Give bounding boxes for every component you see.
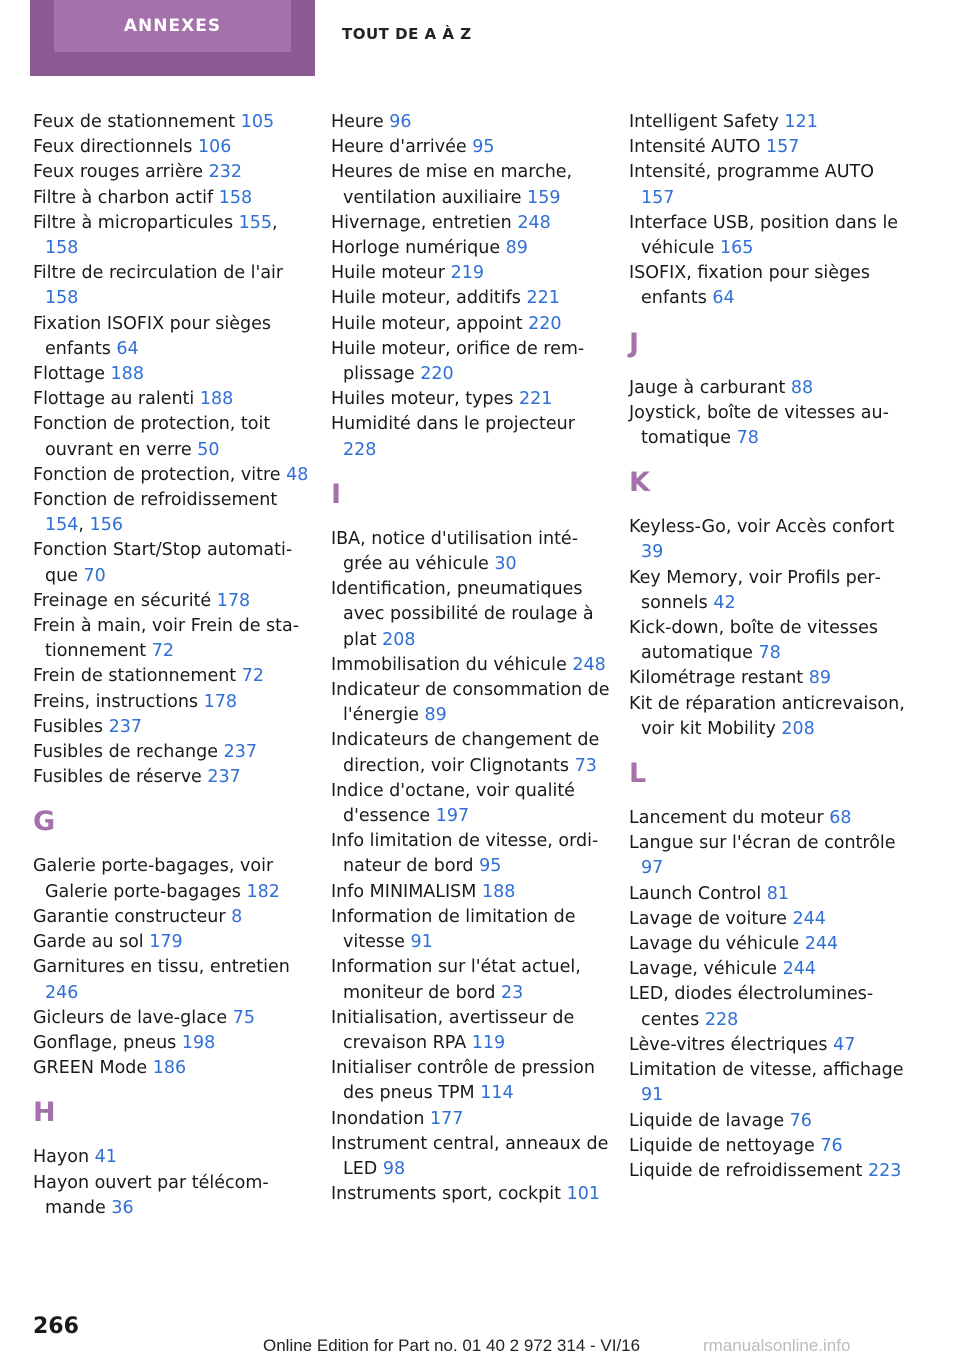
index-entry-text: Info limitation de vitesse, ordinateur de bord <box>331 831 599 877</box>
index-entry-text: Heure d'arrivée <box>331 137 467 158</box>
index-entry-text: Information de limitation de vitesse <box>331 906 576 953</box>
index-entry <box>331 261 611 286</box>
index-letter-heading: L <box>629 758 647 790</box>
index-entry-text: Flottage <box>33 364 105 385</box>
index-entry <box>33 955 313 1005</box>
index-entry <box>33 160 313 185</box>
index-entry-text: Fusibles de rechange <box>33 742 219 763</box>
index-entry-text: Kick-down, boîte de vitesses automatique <box>629 618 879 664</box>
index-entry-text: Huile moteur <box>331 263 445 284</box>
page-reference-link[interactable]: 248 <box>517 212 551 233</box>
index-entry-text: Garantie constructeur <box>33 906 226 927</box>
page-reference-link[interactable]: 157 <box>641 187 675 208</box>
index-entry-text: Initialiser contrôle de pression des pneus TPM <box>331 1058 595 1104</box>
page-reference-link[interactable]: 156 <box>89 515 123 536</box>
index-letter-heading: G <box>33 806 56 838</box>
page-reference-link[interactable]: 23 <box>501 982 524 1003</box>
index-entry-text: Indicateur de consommation de l'énergie <box>331 680 610 726</box>
index-entry <box>33 135 313 160</box>
page-reference-link[interactable]: 188 <box>481 881 516 902</box>
index-entry-text: Filtre à microparticules <box>33 212 234 233</box>
index-entry <box>331 779 611 829</box>
index-entry-text: Info MINIMALISM <box>331 881 477 902</box>
index-entry <box>331 412 611 462</box>
index-entry-text: Gicleurs de lave-glace <box>33 1007 228 1028</box>
index-entry <box>33 930 313 955</box>
index-entry-text: Flottage au ralenti <box>33 389 195 410</box>
page-reference-link[interactable]: 157 <box>765 137 800 158</box>
index-entry-text: Huile moteur, additifs <box>331 288 521 309</box>
page-reference-link[interactable]: 114 <box>480 1083 514 1104</box>
section-tab-label: ANNEXES <box>54 0 291 52</box>
index-entry-text: Indice d'octane, voir qualité d'essence <box>331 780 575 827</box>
page-reference-link[interactable]: 221 <box>526 288 560 309</box>
index-entry-text: Jauge à carburant <box>629 377 786 398</box>
index-entry <box>629 982 909 1032</box>
index-entry-text: Gonflage, pneus <box>33 1032 177 1053</box>
index-entry <box>33 261 313 311</box>
page-reference-link[interactable]: 223 <box>867 1160 902 1181</box>
page-reference-link[interactable]: 198 <box>181 1032 216 1053</box>
index-entry-text: Information sur l'état actuel, moniteur de bord <box>331 957 581 1003</box>
index-entry <box>33 905 313 930</box>
index-entry-text: Keyless-Go, voir Accès confort <box>629 517 895 538</box>
page-reference-link[interactable]: 219 <box>450 263 484 284</box>
index-entry <box>33 765 313 790</box>
index-entry-text: Fonction de refroidissement <box>33 490 278 511</box>
index-entry <box>629 1134 909 1159</box>
index-entry-text: Identification, pneumatiques avec possibilité de roulage à plat <box>331 579 594 650</box>
index-entry-text: ISOFIX, fixation pour sièges enfants <box>629 263 870 309</box>
page-reference-link[interactable]: 228 <box>704 1009 739 1030</box>
page-reference-link[interactable]: 177 <box>429 1108 464 1129</box>
index-entry <box>629 957 909 982</box>
watermark: rmanualsonline.info <box>703 1336 851 1355</box>
index-entry <box>33 1145 313 1170</box>
index-entry <box>629 376 909 401</box>
page-reference-link[interactable]: 179 <box>149 932 183 953</box>
index-entry-text: Hivernage, entretien <box>331 212 512 233</box>
index-column-1 <box>33 110 313 1221</box>
page-reference-link[interactable]: 248 <box>572 654 606 675</box>
index-entry <box>331 678 611 728</box>
index-entry-text: Fixation ISOFIX pour sièges enfants <box>33 313 272 359</box>
page-reference-link[interactable]: 237 <box>108 716 143 737</box>
index-letter-heading: J <box>629 327 640 359</box>
index-entry-text: Instruments sport, cockpit <box>331 1184 561 1205</box>
page-reference-link[interactable]: 186 <box>152 1058 187 1079</box>
page-reference-link[interactable]: 106 <box>198 137 232 158</box>
index-entry <box>629 616 909 666</box>
page-reference-link[interactable]: 30 <box>494 554 517 575</box>
index-entry <box>331 236 611 261</box>
index-entry-text: Garde au sol <box>33 932 144 953</box>
index-entry <box>331 337 611 387</box>
index-entry <box>33 715 313 740</box>
page-reference-link[interactable]: 208 <box>781 718 815 739</box>
index-entry <box>331 1182 611 1207</box>
page-reference-link[interactable]: 96 <box>389 112 412 132</box>
page-reference-link[interactable]: 228 <box>343 439 377 460</box>
page-reference-link[interactable]: 98 <box>382 1158 406 1179</box>
page-reference-link[interactable]: 36 <box>111 1197 134 1218</box>
index-entry-text: Liquide de refroidissement <box>629 1160 863 1181</box>
index-entry <box>33 110 313 135</box>
page-reference-link[interactable]: 70 <box>83 565 106 586</box>
index-entry-text: LED, diodes électroluminescentes <box>629 984 874 1030</box>
index-entry-text: Intelligent Safety <box>629 112 779 132</box>
index-entry <box>629 135 909 160</box>
page-reference-link[interactable]: 158 <box>45 238 79 259</box>
index-entry-text: Langue sur l'écran de contrôle <box>629 833 896 854</box>
index-entry-text: Filtre de recirculation de l'air <box>33 263 284 284</box>
page-reference-link[interactable]: 197 <box>435 806 470 827</box>
page-reference-link[interactable]: 72 <box>151 641 175 662</box>
page-reference-link[interactable]: 88 <box>790 377 814 398</box>
index-entry-text: Lève-vitres électriques <box>629 1034 828 1055</box>
page-reference-link[interactable]: 76 <box>820 1135 843 1156</box>
page-reference-link[interactable]: 221 <box>519 389 553 410</box>
page-reference-link[interactable]: 244 <box>804 934 839 955</box>
index-entry-text: Initialisation, avertisseur de crevaison RPA <box>331 1007 575 1053</box>
index-entry <box>33 312 313 362</box>
index-entry-text: Launch Control <box>629 883 762 904</box>
index-entry-text: Instrument central, anneaux de LED <box>331 1133 609 1179</box>
index-entry <box>331 110 611 135</box>
page-reference-link[interactable]: 39 <box>641 542 664 563</box>
page-reference-link[interactable]: 105 <box>240 112 275 132</box>
edition-footer: Online Edition for Part no. 01 40 2 972 314 - VI/16 <box>263 1336 641 1355</box>
index-entry-text: Galerie porte-bagages, voir Galerie porte-bagages <box>33 856 274 902</box>
page-reference-link[interactable]: 91 <box>641 1085 664 1106</box>
index-entry <box>331 211 611 236</box>
page-reference-link[interactable]: 188 <box>199 389 234 410</box>
page-reference-link[interactable]: 244 <box>792 908 826 929</box>
index-entry-text: Huile moteur, appoint <box>331 313 523 334</box>
page-reference-link[interactable]: 47 <box>833 1034 856 1055</box>
index-entry <box>629 160 909 210</box>
page-reference-link[interactable]: 78 <box>758 643 781 664</box>
index-entry-text: Lancement du moteur <box>629 808 824 829</box>
index-entry <box>33 1171 313 1221</box>
index-letter-heading: K <box>629 467 650 499</box>
page-reference-link[interactable]: 208 <box>382 629 416 650</box>
index-entry <box>629 1058 909 1108</box>
page-reference-link[interactable]: 155 <box>238 212 273 233</box>
page-reference-link[interactable]: 73 <box>574 755 597 776</box>
index-entry <box>33 412 313 462</box>
index-entry <box>33 463 313 488</box>
index-entry-text: Humidité dans le projecteur <box>331 414 575 435</box>
index-entry-text: Fonction de protection, toit ouvrant en verre <box>33 414 271 460</box>
index-entry <box>331 1006 611 1056</box>
index-entry <box>33 387 313 412</box>
page-reference-link[interactable]: 165 <box>720 238 754 259</box>
index-letter-heading: H <box>33 1097 56 1129</box>
page-reference-link[interactable]: 97 <box>641 858 664 879</box>
index-entry-text: Intensité AUTO <box>629 137 761 158</box>
index-entry-text: Huile moteur, orifice de remplissage <box>331 338 585 385</box>
page-reference-link[interactable]: 220 <box>528 313 562 334</box>
index-entry-text: Lavage, véhicule <box>629 959 777 980</box>
page-reference-link[interactable]: 121 <box>784 112 818 132</box>
index-entry <box>331 1132 611 1182</box>
page-reference-link[interactable]: 232 <box>208 162 243 183</box>
page-reference-link[interactable]: 244 <box>782 959 816 980</box>
page-reference-link[interactable]: 8 <box>231 906 243 927</box>
page-reference-link[interactable]: 159 <box>527 187 561 208</box>
index-entry-text: Fonction de protection, vitre <box>33 464 281 485</box>
index-entry-text: Intensité, programme AUTO <box>629 162 875 183</box>
index-entry-text: GREEN Mode <box>33 1058 148 1079</box>
index-entry <box>629 110 909 135</box>
index-entry <box>629 806 909 831</box>
index-entry <box>331 905 611 955</box>
index-entry <box>33 362 313 387</box>
page-reference-link[interactable]: 237 <box>223 742 257 763</box>
page-reference-link[interactable]: 75 <box>232 1007 256 1028</box>
page-reference-link[interactable]: 178 <box>216 590 251 611</box>
page-reference-link[interactable]: 89 <box>808 668 832 689</box>
index-entry <box>331 829 611 879</box>
index-entry <box>33 1031 313 1056</box>
index-entry <box>629 932 909 957</box>
index-entry <box>629 566 909 616</box>
page-reference-link[interactable]: 89 <box>424 705 447 726</box>
index-entry: Fonction de refroidissement 154, 156 <box>33 490 278 536</box>
index-entry <box>629 515 909 565</box>
index-entry <box>33 186 313 211</box>
index-entry <box>331 387 611 412</box>
page-reference-link[interactable]: 95 <box>479 856 502 877</box>
index-entry <box>629 907 909 932</box>
index-entry <box>331 728 611 778</box>
page-reference-link[interactable]: 119 <box>471 1032 506 1053</box>
index-entry-text: Immobilisation du véhicule <box>331 654 567 675</box>
index-entry-text: Heures de mise en marche, ventilation auxiliaire <box>331 162 573 208</box>
index-entry <box>331 955 611 1005</box>
index-entry-text: Interface USB, position dans le véhicule <box>629 212 899 259</box>
page-reference-link[interactable]: 178 <box>203 691 238 712</box>
index-entry <box>33 690 313 715</box>
index-entry <box>33 854 313 904</box>
index-entry-text: Indicateurs de changement de direction, voir Clignotants <box>331 730 600 776</box>
page-reference-link[interactable]: 72 <box>241 666 265 687</box>
index-entry-text: Fonction Start/Stop automatique <box>33 540 293 586</box>
index-entry-text: Feux rouges arrière <box>33 162 204 183</box>
index-entry-text: Inondation <box>331 1108 425 1129</box>
index-entry-text: Freins, instructions <box>33 691 199 712</box>
index-column-3 <box>629 110 909 1184</box>
index-entry <box>629 882 909 907</box>
index-entry <box>629 1033 909 1058</box>
index-entry-text: Hayon <box>33 1147 90 1168</box>
index-entry-text: Heure <box>331 112 384 132</box>
page-reference-link[interactable]: 158 <box>45 288 79 309</box>
index-entry-text: Frein à main, voir Frein de stationnement <box>33 616 300 662</box>
page-reference-link[interactable]: 237 <box>207 767 241 788</box>
index-entry-text: Fusibles <box>33 716 104 737</box>
index-entry <box>331 135 611 160</box>
section-title: TOUT DE A À Z <box>342 25 472 43</box>
section-tab <box>30 0 315 76</box>
page-reference-link[interactable]: 76 <box>789 1110 812 1131</box>
index-column-2 <box>331 110 611 1207</box>
index-entry <box>331 160 611 210</box>
index-entry <box>331 1056 611 1106</box>
index-entry-text: Joystick, boîte de vitesses automatique <box>629 402 889 449</box>
page-reference-link[interactable]: 78 <box>736 428 759 449</box>
index-entry <box>33 740 313 765</box>
page-reference-link[interactable]: 68 <box>829 808 852 829</box>
page-reference-link[interactable]: 188 <box>110 364 144 385</box>
index-entry <box>331 312 611 337</box>
index-entry <box>33 538 313 588</box>
index-entry-text: Feux de stationnement <box>33 112 236 132</box>
index-entry <box>629 261 909 311</box>
index-entry-text: Limitation de vitesse, affichage <box>629 1060 904 1081</box>
page-reference-link[interactable]: 42 <box>713 592 736 613</box>
index-entry <box>629 831 909 881</box>
index-entry-text: Fusibles de réserve <box>33 767 202 788</box>
index-entry <box>629 401 909 451</box>
index-entry <box>629 1159 909 1184</box>
index-entry <box>331 1107 611 1132</box>
index-entry-text: Hayon ouvert par télécommande <box>33 1172 269 1218</box>
index-entry-text: Liquide de nettoyage <box>629 1135 815 1156</box>
index-entry <box>33 1056 313 1081</box>
index-entry-text: Horloge numérique <box>331 238 501 259</box>
page-reference-link[interactable]: 81 <box>766 883 790 904</box>
page-reference-link[interactable]: 64 <box>712 288 735 309</box>
page-reference-link[interactable]: 41 <box>94 1147 117 1168</box>
index-entry-text: Lavage de voiture <box>629 908 787 929</box>
index-entry-text: Feux directionnels <box>33 137 193 158</box>
page-reference-link[interactable]: 220 <box>420 364 454 385</box>
index-entry <box>629 666 909 691</box>
page-reference-link[interactable]: 50 <box>197 439 220 460</box>
page-reference-link[interactable]: 95 <box>472 137 495 158</box>
index-entry-text: Kit de réparation anticrevaison, voir kit Mobility <box>629 693 905 739</box>
index-entry <box>33 1006 313 1031</box>
page-number: 266 <box>33 1314 79 1339</box>
index-entry-text: Lavage du véhicule <box>629 934 800 955</box>
page-reference-link[interactable]: 48 <box>286 464 309 485</box>
index-entry-text: Huiles moteur, types <box>331 389 514 410</box>
index-entry <box>33 614 313 664</box>
index-entry-text: Freinage en sécurité <box>33 590 212 611</box>
index-entry-text: Key Memory, voir Profils personnels <box>629 567 881 613</box>
page-reference-link[interactable]: 154 <box>45 515 79 536</box>
page-reference-link[interactable]: 101 <box>566 1184 600 1205</box>
index-entry-text: Filtre à charbon actif <box>33 187 214 208</box>
index-entry <box>331 653 611 678</box>
index-entry <box>331 577 611 653</box>
index-entry <box>629 692 909 742</box>
index-entry <box>33 589 313 614</box>
page-reference-link[interactable]: 91 <box>410 932 433 953</box>
index-letter-heading: I <box>331 478 342 510</box>
page-reference-link[interactable]: 182 <box>246 881 280 902</box>
index-entry-text: IBA, notice d'utilisation intégrée au véhicule <box>331 528 579 575</box>
index-entry: Filtre à microparticules 155, 158 <box>33 212 278 259</box>
index-entry-text: Frein de stationnement <box>33 666 237 687</box>
index-entry <box>33 664 313 689</box>
page-reference-link[interactable]: 64 <box>116 338 139 359</box>
index-entry <box>629 211 909 261</box>
page-reference-link[interactable]: 246 <box>45 982 79 1003</box>
page-reference-link[interactable]: 89 <box>505 238 528 259</box>
page-reference-link[interactable]: 158 <box>218 187 253 208</box>
index-entry <box>331 527 611 577</box>
index-entry-text: Liquide de lavage <box>629 1110 785 1131</box>
index-entry <box>331 286 611 311</box>
index-entry-text: Garnitures en tissu, entretien <box>33 957 290 978</box>
index-entry-text: Kilométrage restant <box>629 668 804 689</box>
index-entry <box>331 880 611 905</box>
index-entry <box>629 1109 909 1134</box>
